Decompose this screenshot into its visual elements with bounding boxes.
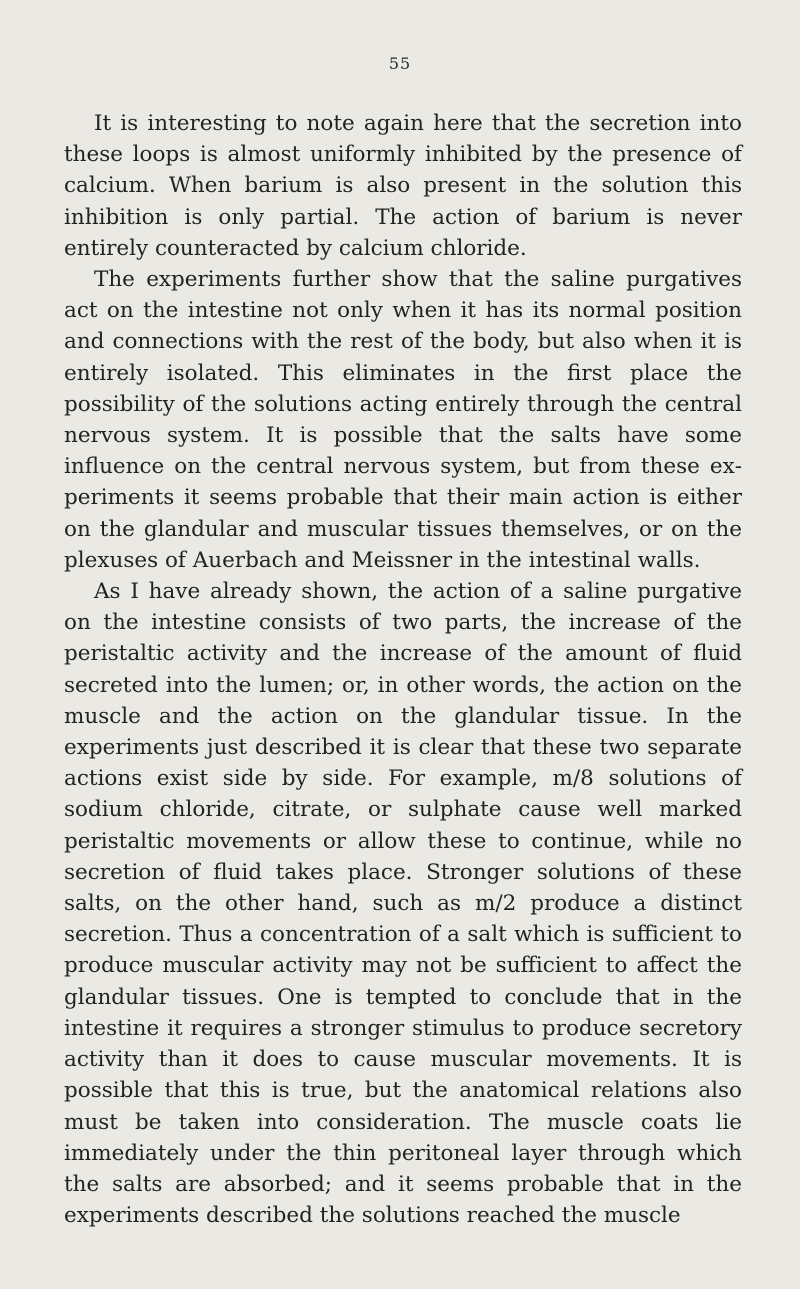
page-number: 55 [388,54,412,73]
paragraph-calcium-barium: It is interesting to note again here that the secretion into these loops is almost uniformly inhibited by the presence of calcium. When barium is also present in the solution this inhibition is only partial. The action of barium is never entirely counteracted by calcium chloride. [64,111,742,261]
body-text [64,108,742,1231]
paragraph-isolated-intestine: The experiments further show that the saline purgatives act on the intestine not only when it has its normal position and connections with the rest of the body, but also when it is entirely isolated. This eliminates in the first place the possibility of the solutions acting entirely through the central nervous system. It is possible that the salts have some influence on the central nervous system, but from these experiments it seems probable that their main action is either on the glandular and muscular tissues themselves, or on the plexuses of Auerbach and Meissner in the intestinal walls. [64,267,742,573]
paragraph-muscle-gland-actions: As I have already shown, the action of a saline purgative on the intestine consists of two parts, the increase of the peristaltic activity and the increase of the amount of fluid secreted into the lumen; or, in other words, the action on the muscle and the action on the glandular tissue. In the experiments just described it is clear that these two separate actions exist side by side. For example, m/8 solutions of sodium chloride, citrate, or sulphate cause well marked peristaltic movements or allow these to continue, while no secretion of fluid takes place. Stronger solutions of these salts, on the other hand, such as m/2 produce a distinct secretion. Thus a concentration of a salt which is sufficient to produce muscular activity may not be sufficient to affect the glandular tissues. One is tempted to conclude that in the intestine it requires a stronger stimulus to produce secretory activity than it does to cause muscular movements. It is possible that this is true, but the anatomical relations also must be taken into consideration. The muscle coats lie immediately under the thin peritoneal layer through which the salts are absorbed; and it seems probable that in the experiments described the solutions reached the muscle [64,579,742,1229]
